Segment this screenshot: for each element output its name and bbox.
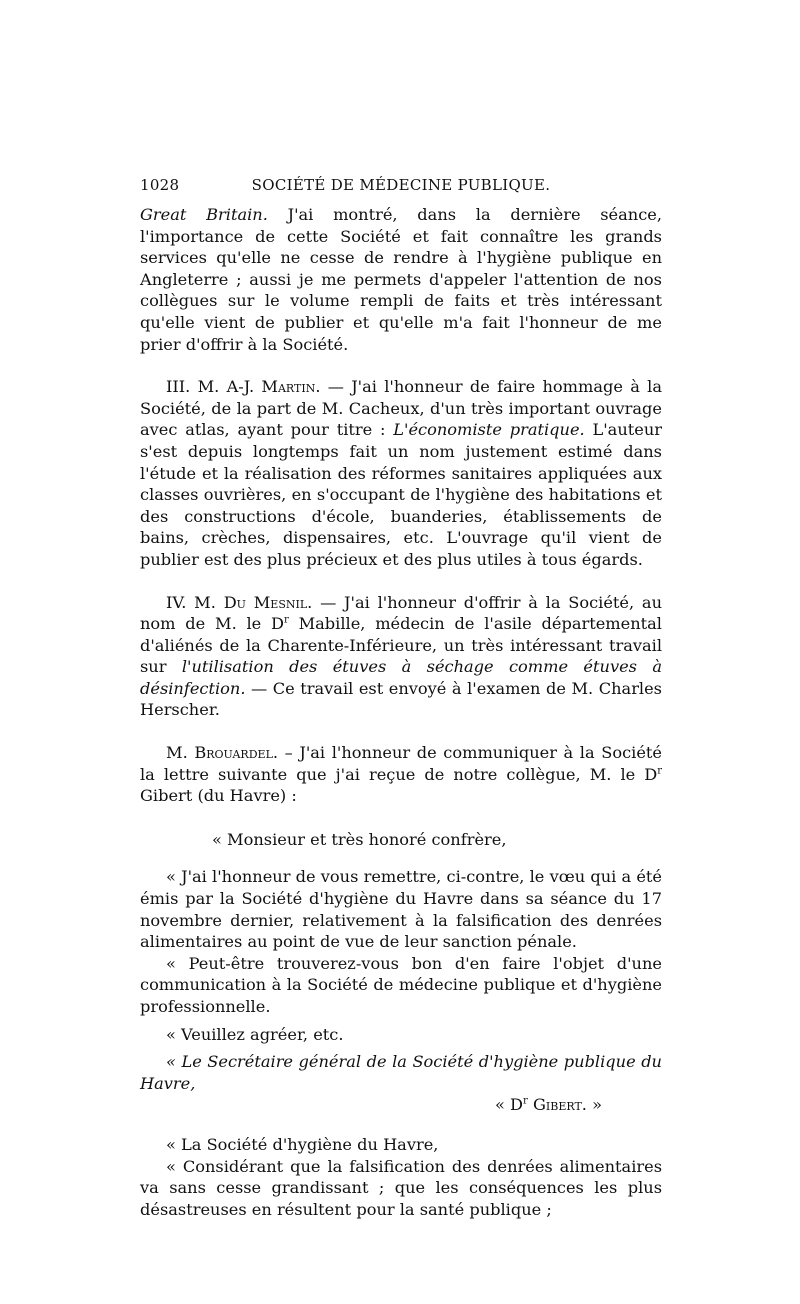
item-number: M. (166, 743, 188, 763)
paragraph-brouardel (140, 742, 662, 807)
letter-closing: « Veuillez agréer, etc. (166, 1024, 344, 1044)
page-number: 1028 (140, 176, 180, 194)
speaker-name: Martin (261, 377, 316, 397)
superscript: r (284, 614, 289, 626)
item-number: III. M. A-J. (166, 377, 255, 397)
signature-end: . » (581, 1095, 602, 1115)
item-number: IV. M. (166, 592, 216, 612)
signature-prefix: « D (495, 1095, 524, 1115)
running-header (140, 176, 662, 198)
paragraph-du-mesnil (140, 592, 662, 722)
paragraph-text: . – J'ai l'honneur de communiquer à la Société la lettre suivante que j'ai reçue de notre collègue, M. le D (140, 743, 662, 784)
signature-name: Gibert (532, 1095, 582, 1115)
paragraph-text: . — J'ai l'honneur d'offrir à la Société, au nom de M. le D (140, 592, 663, 634)
paragraph-great-britain (140, 204, 662, 355)
letter-signature (140, 1094, 662, 1116)
resolution-line-1: « La Société d'hygiène du Havre, (166, 1134, 439, 1154)
paragraph-text: L'auteur s'est depuis longtemps fait un nom justement estimé dans l'étude et la réalisation des réformes sanitaires appliquées aux classes ouvrières, en s'occupant de l'hygiène des habitations et des constructions d'école, buanderies, établissements de bains, crèches, dispensaires, etc. L'ouvrage qu'il vient de publier est des plus précieux et des plus utiles à tous égards. (140, 420, 662, 569)
signature-title: « Le Secrétaire général de la Société d'hygiène publique du Havre, (140, 1052, 662, 1093)
superscript: r (523, 1095, 528, 1107)
running-title: SOCIÉTÉ DE MÉDECINE PUBLIQUE. (251, 176, 551, 194)
letter-paragraph-1: « J'ai l'honneur de vous remettre, ci-contre, le vœu qui a été émis par la Société d'hygiène du Havre dans sa séance du 17 novembre dernier, relativement à la falsification des denrées alimentaires au point de vue de leur sanction pénale. (140, 867, 662, 952)
paragraph-text: Mabille, médecin de l'asile départemental d'aliénés de la Charente-Inférieure, un très intéressant travail sur (140, 614, 662, 677)
resolution-line-2: « Considérant que la falsification des denrées alimentaires va sans cesse grandissant ; que les conséquences les plus désastreuses en résultent pour la santé publique ; (140, 1156, 662, 1219)
book-title: L'économiste pratique. (393, 420, 585, 440)
paragraph-text: J'ai montré, dans la dernière séance, l'importance de cette Société et fait connaître les grands services qu'elle ne cesse de rendre à l'hygiène publique en Angleterre ; aussi je me permets d'appeler l'attention de nos collègues sur le volume rempli de faits et très intéressant qu'elle vient de publier et qu'elle m'a fait l'honneur de me prier d'offrir à la Société. (140, 205, 663, 354)
paragraph-text: . — J'ai l'honneur de faire hommage à la Société, de la part de M. Cacheux, d'un très important ouvrage avec atlas, ayant pour titre : (140, 377, 662, 440)
work-title: l'utilisation des étuves à séchage comme étuves à désinfection. (140, 657, 662, 698)
paragraph-text: — Ce travail est envoyé à l'examen de M. Charles Herscher. (140, 678, 662, 720)
letter-salutation: « Monsieur et très honoré confrère, (212, 829, 507, 849)
letter-paragraph-2: « Peut-être trouverez-vous bon d'en faire l'objet d'une communication à la Société de médecine publique et d'hygiène professionnelle. (140, 953, 662, 1016)
superscript: r (657, 765, 662, 777)
letter-signature-line (140, 1051, 662, 1094)
italic-title: Great Britain. (140, 205, 268, 224)
speaker-name: Brouardel (194, 743, 273, 763)
page-body (140, 204, 662, 1220)
speaker-name: Du Mesnil (223, 592, 308, 612)
paragraph-martin (140, 376, 662, 570)
paragraph-text: Gibert (du Havre) : (140, 786, 297, 806)
